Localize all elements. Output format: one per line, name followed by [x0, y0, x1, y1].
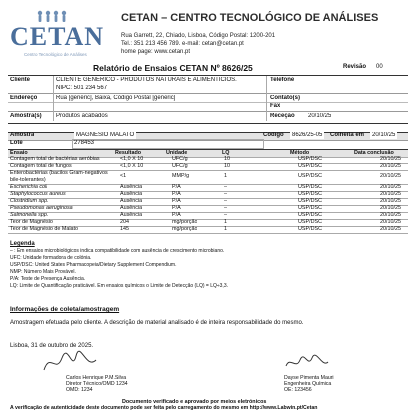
cell-resultado: 145 [120, 226, 129, 232]
signature-1-icon [40, 350, 100, 376]
cell-unidade: P/A [172, 212, 181, 218]
cell-metodo: USP/DSC [298, 212, 322, 218]
sig1-name: Carlos Henrique P.M.Silva [66, 375, 127, 381]
cell-lq: – [224, 191, 227, 197]
cell-unidade: UFC/g [172, 163, 188, 169]
cell-ensaio: Teor de Magnésio de Malato [10, 226, 79, 232]
sample-block [8, 132, 408, 148]
cell-metodo: USP/DSC [298, 205, 322, 211]
cell-metodo: USP/DSC [298, 219, 322, 225]
header-unidade: Unidade [166, 150, 188, 156]
cell-unidade: P/A [172, 198, 181, 204]
client-block [8, 75, 408, 124]
cell-resultado: <1 [120, 173, 127, 179]
logo-subtitle: Centro Tecnológico de Análises [24, 52, 87, 57]
cell-metodo: USP/DSC [298, 163, 322, 169]
contato-label: Contato(s) [270, 95, 300, 101]
lab-address: Rua Garrett, 22, Chiado, Lisboa, Código Postal: 1200-201 [121, 33, 276, 39]
cell-unidade: UFC/g [172, 156, 188, 162]
telefone-label: Telefone [270, 77, 295, 83]
cell-lq: 10 [224, 156, 230, 162]
legend-line: NMP: Número Mais Provável. [10, 269, 76, 275]
amostras-label: Amostra(s) [10, 113, 42, 119]
lab-homepage: home page: www.cetan.pt [121, 49, 191, 55]
cliente-label: Cliente [10, 77, 31, 83]
cell-data: 20/10/25 [380, 198, 401, 204]
sample-colheita-label: Colheita em [330, 132, 365, 138]
cell-resultado: Ausência [120, 212, 143, 218]
sig1-role: Diretor Técnico/OMD 1234 [66, 381, 128, 387]
legend-line: P/A: Teste de Presença Ausência. [10, 276, 86, 282]
cell-data: 20/10/25 [380, 219, 401, 225]
cell-resultado: <1,0 X 10 [120, 163, 144, 169]
cell-resultado: Ausência [120, 184, 143, 190]
cell-ensaio: Pseudomonas aeruginosa [10, 205, 73, 211]
cell-ensaio: Salmonella spp. [10, 212, 49, 218]
cell-data: 20/10/25 [380, 191, 401, 197]
cliente-value: CLIENTE GENÉRICO - PRODUTOS NATURAIS E ALIMENTÍCIOS. [56, 77, 237, 83]
sample-amostra-value: MAGNÉSIO MALATO [76, 132, 135, 138]
header-metodo: Método [290, 150, 310, 156]
cell-resultado: Ausência [120, 205, 143, 211]
cell-metodo: USP/DSC [298, 226, 322, 232]
revision-value: 00 [376, 64, 383, 70]
sig2-reg: OE: 123456 [284, 387, 312, 393]
cell-metodo: USP/DSC [298, 173, 322, 179]
lab-contact: Tel.: 351 213 456 789. e-mail: cetan@cetan.pt [121, 41, 244, 47]
header-data: Data conclusão [354, 150, 394, 156]
cell-unidade: mg/porção [172, 226, 198, 232]
cell-lq: 1 [224, 226, 227, 232]
fax-label: Fax [270, 103, 281, 109]
cell-unidade: mg/porção [172, 219, 198, 225]
legend-title: Legenda [10, 241, 35, 247]
cell-metodo: USP/DSC [298, 184, 322, 190]
cell-unidade: P/A [172, 184, 181, 190]
cell-resultado: Ausência [120, 198, 143, 204]
lab-name: CETAN – CENTRO TECNOLÓGICO DE ANÁLISES [121, 12, 379, 24]
table-row [8, 170, 408, 185]
sample-lote-value: 278453 [74, 140, 95, 146]
revision-label: Revisão [343, 64, 367, 70]
sig1-reg: OMD: 1234 [66, 387, 93, 393]
table-row [8, 226, 408, 234]
sample-codigo-label: Código [263, 132, 284, 138]
endereco-value: Rua [genéric], Baixa, Código Postal [generic] [56, 95, 176, 101]
cell-metodo: USP/DSC [298, 191, 322, 197]
cell-data: 20/10/25 [380, 184, 401, 190]
logo-wordmark: CETAN [10, 22, 105, 51]
cell-ensaio: Escherichia coli [10, 184, 48, 190]
cell-data: 20/10/25 [380, 212, 401, 218]
endereco-label: Endereço [10, 95, 38, 101]
footer-verified: Documento verificado e aprovado por meios eletrónicos [122, 399, 267, 405]
results-table [0, 149, 416, 239]
cell-lq: 10 [224, 163, 230, 169]
footer-authenticity: A verificação de autenticidade deste documento pode ser feita pelo carregamento do mesmo em http://www.Labwin.pt/Cetan [10, 405, 318, 411]
sig2-name: Dayse Pimenta Mauri [284, 375, 334, 381]
cell-metodo: USP/DSC [298, 156, 322, 162]
cell-ensaio: Enterobactérias (bacilos Gram-negativos bile-tolerantes) [10, 170, 108, 183]
nipc-value: NIPC: 501 234 567 [56, 85, 108, 91]
recepcao-label: Receção [270, 113, 295, 119]
cell-ensaio: Contagem total de bactérias aeróbias [10, 156, 100, 162]
cell-data: 20/10/25 [380, 163, 401, 169]
date-line: Lisboa, 31 de outubro de 2025. [10, 343, 94, 349]
header-lq: LQ [222, 150, 230, 156]
cell-data: 20/10/25 [380, 156, 401, 162]
cell-lq: – [224, 184, 227, 190]
info-text: Amostragem efetuada pelo cliente. A descrição de material analisado é de inteira responsabilidade do mesmo. [10, 320, 304, 326]
header-resultado: Resultado [115, 150, 142, 156]
sig2-role: Engenheira Química [284, 381, 332, 387]
legend-line: USP/DSC: United States Pharmacopeia/Dietary Supplement Compendium. [10, 262, 177, 268]
cell-lq: – [224, 205, 227, 211]
cell-resultado: 204 [120, 219, 129, 225]
sample-amostra-label: Amostra [10, 132, 35, 138]
legend-line: – : Em ensaios microbiológicos indica compatibilidade com ausência de crescimento microbiano. [10, 248, 225, 254]
cell-resultado: <1,0 X 10 [120, 156, 144, 162]
cell-unidade: P/A [172, 205, 181, 211]
cell-data: 20/10/25 [380, 205, 401, 211]
sample-colheita-value: 20/10/25 [372, 132, 396, 138]
sample-codigo-value: 8626/25-05 [292, 132, 323, 138]
cell-lq: 1 [224, 173, 227, 179]
cell-ensaio: Contagem total de fungos [10, 163, 72, 169]
amostras-value: Produtos acabados [56, 113, 108, 119]
cell-ensaio: Teor de Magnésio [10, 219, 53, 225]
cell-resultado: Ausência [120, 191, 143, 197]
cell-unidade: MMP/g [172, 173, 190, 179]
cell-metodo: USP/DSC [298, 198, 322, 204]
recepcao-value: 20/10/25 [308, 113, 332, 119]
cell-lq: – [224, 212, 227, 218]
cell-lq: – [224, 198, 227, 204]
legend-line: LQ: Limite de Quantificação praticável. Em ensaios químicos o Limite de Detecção (LQ) = LQ÷3,3. [10, 283, 228, 289]
cell-data: 20/10/25 [380, 173, 401, 179]
cell-data: 20/10/25 [380, 226, 401, 232]
cetan-logo [10, 8, 105, 62]
cell-ensaio: Staphylococcus aureus [10, 191, 66, 197]
cell-lq: 1 [224, 219, 227, 225]
cell-unidade: P/A [172, 191, 181, 197]
header-ensaio: Ensaio [10, 150, 28, 156]
sample-lote-label: Lote [10, 140, 23, 146]
signature-2-icon [282, 352, 332, 374]
legend-line: UFC: Unidade formadora de colónia. [10, 255, 92, 261]
report-title: Relatório de Ensaios CETAN Nº 8626/25 [93, 63, 253, 73]
cell-ensaio: Clostridium spp. [10, 198, 49, 204]
info-title: Informações de coleta/amostragem [10, 306, 120, 313]
